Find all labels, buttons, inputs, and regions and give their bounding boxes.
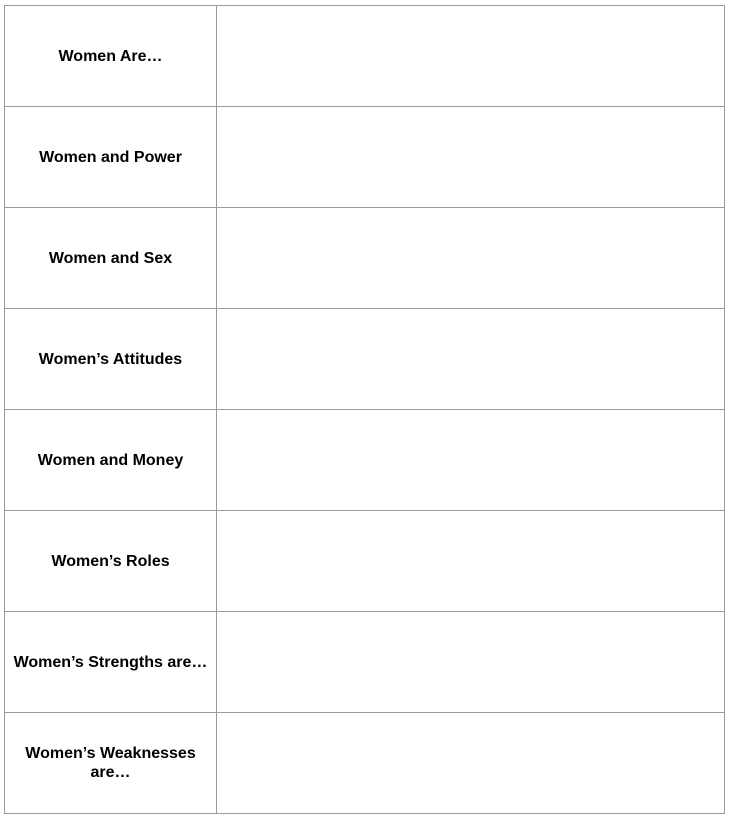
table-row: [5, 208, 725, 309]
table-row: [5, 713, 725, 814]
answer-cell[interactable]: [217, 713, 725, 814]
table-row: [5, 309, 725, 410]
row-label: Women and Sex: [48, 249, 173, 267]
row-label: Women’s Roles: [51, 552, 170, 570]
worksheet-table: [4, 5, 725, 814]
row-label: Women’s Attitudes: [38, 350, 183, 368]
row-label-cell: [5, 309, 217, 410]
table-row: [5, 511, 725, 612]
answer-cell[interactable]: [217, 208, 725, 309]
answer-cell[interactable]: [217, 309, 725, 410]
row-label: Women and Power: [39, 148, 182, 166]
row-label-cell: [5, 208, 217, 309]
row-label-cell: [5, 6, 217, 107]
table-row: [5, 107, 725, 208]
answer-cell[interactable]: [217, 107, 725, 208]
table-row: [5, 410, 725, 511]
row-label: Women Are…: [58, 47, 163, 65]
row-label-cell: [5, 713, 217, 814]
answer-cell[interactable]: [217, 410, 725, 511]
table-row: [5, 6, 725, 107]
row-label-cell: [5, 410, 217, 511]
row-label-cell: [5, 107, 217, 208]
row-label: Women and Money: [37, 451, 184, 469]
row-label-cell: [5, 511, 217, 612]
row-label: Women’s Strengths are…: [13, 653, 208, 671]
answer-cell[interactable]: [217, 612, 725, 713]
answer-cell[interactable]: [217, 511, 725, 612]
table-row: [5, 612, 725, 713]
row-label-cell: [5, 612, 217, 713]
row-label: Women’s Weaknesses are…: [25, 745, 196, 781]
answer-cell[interactable]: [217, 6, 725, 107]
